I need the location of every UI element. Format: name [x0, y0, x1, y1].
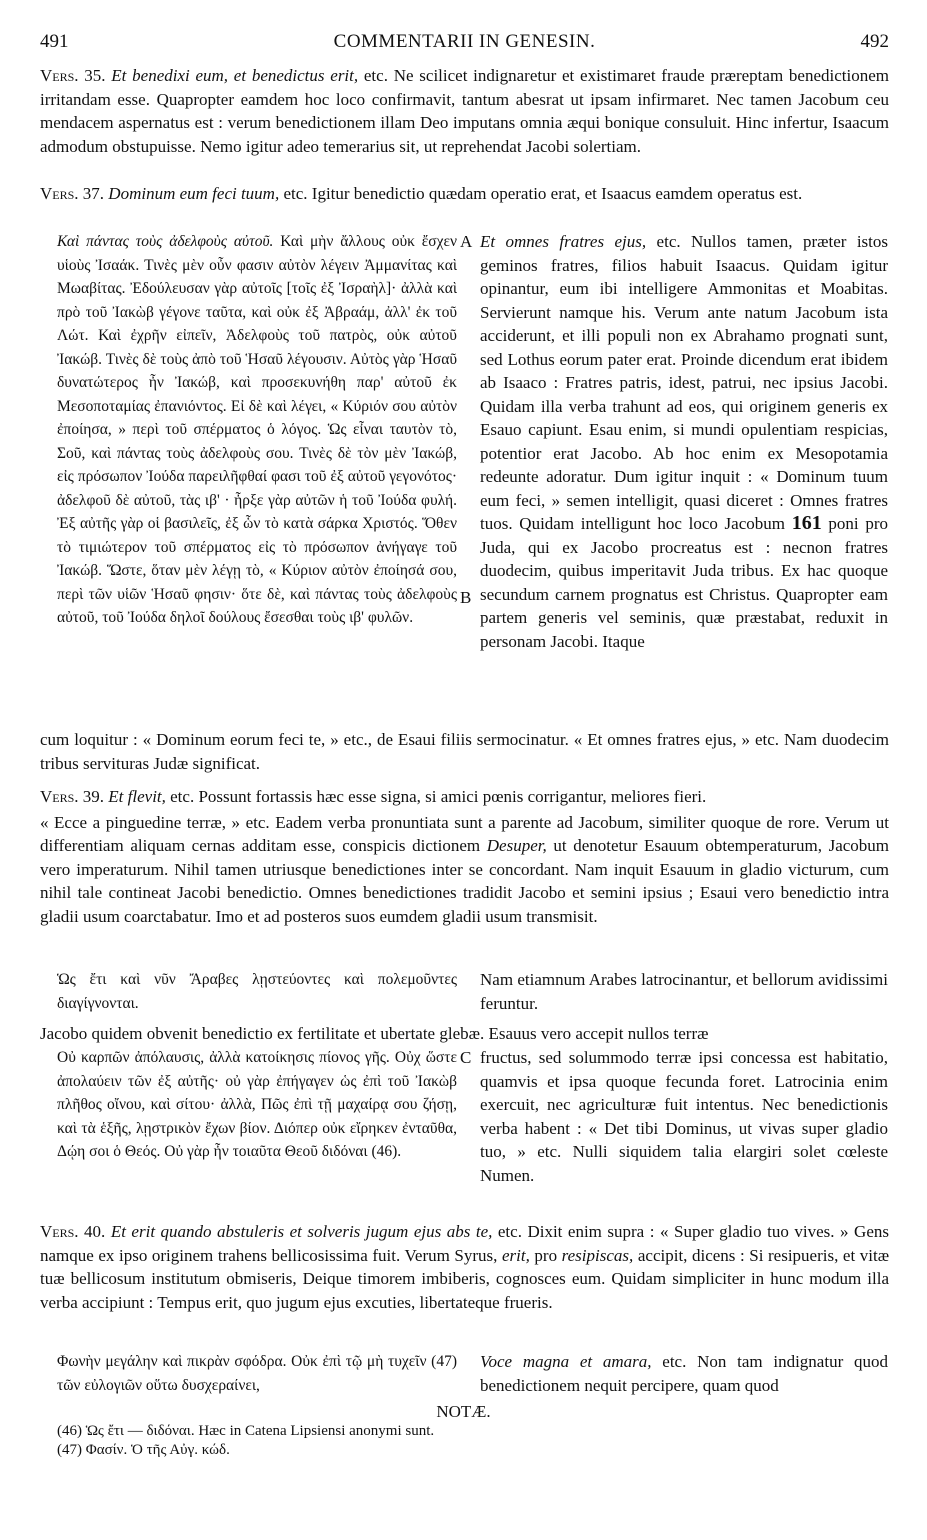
- full-width-text: cum loquitur : « Dominum eorum feci te, » etc., de Esaui filiis sermocinatur. « Et omnes fratres ejus, » etc. Nam duodecim tribus servituras Judæ significat.: [40, 730, 889, 773]
- vers-35-paragraph: [40, 64, 889, 158]
- full-width-text: Jacobo quidem obvenit benedictio ex fertilitate et ubertate glebæ. Esauus vero accepit nullos terræ: [40, 1024, 709, 1043]
- page-number-right: 492: [860, 31, 889, 52]
- latin-column-c: [480, 1046, 888, 1187]
- greek-column-a: [57, 230, 457, 630]
- latin-text: etc. Non tam indignatur quod benedictionem nequit percipere, quam quod: [480, 1352, 888, 1395]
- erit-word: erit,: [501, 1245, 530, 1265]
- running-title: COMMENTARII IN GENESIN.: [333, 31, 596, 52]
- latin-text-1: etc. Nullos tamen, præter istos geminos fratres, filios habuit Isaacus. Quidam igitur opinantur, eum ibi intelligere Ammonitas et Moabitas. Servierunt namque his. Verum ante natum Jacobum ista acciderunt, et illi populi non ex Abrahamo prognati sunt, sed Lothus eorum pater erat. Proinde dicendum erat ibidem ab Isaaco : Fratres patris, idest, patrui, nec ipsius Jacobi. Quidam illa verba trahunt ad eos, qui originem generis ex Esauo capiunt. Esau enim, si mundi opulentiam respicias, potentior erat Jacobo. Ab hoc enim ex Mesopotamia redeunte adoratur. Dum igitur inquit : « Dominum tuum eum feci, » semen intelligit, quasi diceret : Omnes fratres tuos. Quidam intelligunt hoc loco Jacobum: [480, 232, 888, 533]
- latin-text-2: poni pro Juda, qui ex Jacobo procreatus est : necnon fratres duodecim, quibus imperitavit Juda tribus. Ex hac quoque secundum carnem prognatus est Christus. Quapropter eam partem generis vel seminis, quæ præstabat, reduxit in personam Jacobi. Itaque: [480, 514, 888, 651]
- latin-text: Nam etiamnum Arabes latrocinantur, et bellorum avidissimi feruntur.: [480, 970, 888, 1013]
- verse-text-end: accipit, dicens : Si resipueris, et vitæ tuæ bellicosum institutum obmiseris, Deique timorem imbiberis, cognosces eum. Quidam simpliciter in hunc modum illa verba accipiunt : Tempus erit, quo jugum ejus excuties, libertateque frueris.: [40, 1245, 890, 1312]
- verse-label: Vers. 40.: [40, 1222, 106, 1241]
- vers-40-paragraph: [40, 1220, 889, 1314]
- page-number-left: 491: [40, 31, 69, 52]
- notes-title: NOTÆ.: [436, 1402, 491, 1421]
- verse-text: etc. Ne scilicet indignaretur et existimaret fraude præreptam benedictionem irritandam esse. Quapropter eamdem hoc loco confirmavit, tantum abesrat ut ipsam infirmaret. Nec tamen Jacobum ceu mendacem aspernatus est : verum benedictionem illam Deo imputans omnia æqui bonique consuluit. Hinc infertur, Isaacum admodum obstupuisse. Nemo igitur adeo temerarius sit, ut reprehendat Jacobi solertiam.: [40, 66, 889, 156]
- footnote-47: (47) Φασίν. Ὁ τῆς Αὐγ. κώδ.: [57, 1442, 230, 1458]
- running-header: [40, 30, 889, 56]
- greek-arabes: [57, 968, 457, 1015]
- footnote-46: (46) Ὡς ἔτι — διδόναι. Hæc in Catena Lipsiensi anonymi sunt.: [57, 1423, 435, 1439]
- greek-text: Καὶ μὴν ἄλλους οὐκ ἔσχεν υἱοὺς Ἰσαάκ. Τινὲς μὲν οὖν φασιν αὐτὸν λέγειν Ἀμμανίτας καὶ Μωαβίτας. Ἐδούλευσαν γὰρ αὐτοῖς [τοῖς ἐξ Ἰσραὴλ]· ἀλλὰ καὶ πρὸ τοῦ Ἰακὼβ γέγονε ταῦτα, καὶ οὐκ ἐξ Ἀβραάμ, ἀλλ' ἐκ τοῦ Λώτ. Καὶ ἐχρῆν εἰπεῖν, Ἀδελφοὺς τοῦ πατρὸς, οὐκ αὐτοῦ Ἰακώβ. Τινὲς δὲ τοὺς ἀπὸ τοῦ Ἡσαῦ λέγουσιν. Αὐτὸς γὰρ Ἡσαῦ δυνατώτερος ἦν Ἰακώβ, καὶ προσεκυνήθη παρ' αὐτοῦ ἐκ Μεσοποταμίας ἐπανιόντος. Εἰ δὲ καὶ λέγει, « Κύριόν σου αὐτὸν ἐποίησα, » περὶ τοῦ σπέρματος ὁ λόγος. Ὡς εἶναι ταυτὸν τὸ, Σοῦ, καὶ πάντας τοὺς ἀδελφοὺς σου. Τινὲς δὲ τὸν μὲν Ἰακώβ, εἰς πρόσωπον Ἰούδα παρειλῆφθαί φασι τοῦ ἐξ αὐτοῦ γεγονότος· ἀδελφοῦ δὲ αὐτοῦ, τὰς ιβ' · ἦρξε γὰρ αὐτῶν ἡ τοῦ Ἰούδα φυλή. Ἐξ αὐτῆς γὰρ οἱ βασιλεῖς, ἐξ ὧν τὸ κατὰ σάρκα Χριστός. Ὅθεν τὸ τιμιώτερον τοῦ σπέρματος εἰς τὸ πρόσωπον ἀνήγαγε τοῦ Ἰακώβ. Ὥστε, ὅταν μὲν λέγῃ τὸ, « Κύριον αὐτὸν ἐποίησά σου, περὶ τῶν υἱῶν Ἡσαῦ φησιν· ὅτε δὲ, καὶ πάντας τοὺς ἀδελφοὺς αὐτοῦ, τοῦ Ἰούδα δηλοῖ δούλους ἔσεσθαι τοὺς ιβ' φυλῶν.: [57, 233, 458, 626]
- verse-label: Vers. 35.: [40, 66, 106, 85]
- footnotes: [57, 1422, 434, 1460]
- verse-lemma: Dominum eum feci tuum,: [108, 184, 280, 203]
- column-marker-c: C: [460, 1048, 472, 1067]
- pro-word: pro: [534, 1245, 558, 1265]
- greek-text: Φωνὴν μεγάλην καὶ πικρὰν σφόδρα. Οὐκ ἐπὶ τῷ μὴ τυχεῖν (47) τῶν εὐλογιῶν οὕτω δυσχεραίνει,: [57, 1353, 457, 1394]
- verse-text: etc. Dixit enim supra : « Super gladio tuo vives. » Gens namque ex ipso originem trahens bellicosissima fuit. Verum Syrus,: [40, 1222, 889, 1265]
- verse-label: Vers. 39.: [40, 787, 105, 806]
- greek-vox: [57, 1350, 457, 1397]
- latin-lemma: Voce magna et amara,: [480, 1352, 652, 1371]
- desuper-word: Desuper,: [486, 836, 547, 855]
- verse-lemma: Et erit quando abstuleris et solveris jugum ejus abs te,: [110, 1222, 493, 1241]
- greek-text: Ὡς ἔτι καὶ νῦν Ἄραβες λῃστεύοντες καὶ πολεμοῦντες διαγίγνονται.: [57, 971, 457, 1012]
- vers-37-paragraph: [40, 182, 889, 206]
- latin-text: fructus, sed solummodo terræ ipsi concessa est habitatio, quamvis et ipsa quoque fecunda foret. Latrocinia enim exercuit, nec agriculturæ fuit intentus. Nec benedictionis verba habent : « Det tibi Dominus, ut vivas super gladio tuo, » etc. Nulli siquidem talia elargiri solet cœleste Numen.: [480, 1048, 888, 1185]
- column-marker-a: A: [460, 232, 473, 251]
- verse-lemma: Et benedixi eum, et benedictus erit,: [111, 66, 359, 85]
- jacobo-paragraph: [40, 1022, 889, 1046]
- verse-text-2: « Ecce a pinguedine terræ, » etc. Eadem verba pronuntiata sunt a parente ad Jacobum, similiter quoque de rore. Verum ut differentiam aliquam cernas additam esse, conspicis dictionem: [40, 812, 889, 855]
- latin-lemma: Et omnes fratres ejus,: [480, 232, 647, 251]
- greek-text: Οὐ καρπῶν ἀπόλαυσις, ἀλλὰ κατοίκησις πίονος γῆς. Οὐχ ὥστε ἀπολαύειν τῶν ἐξ αὐτῆς· οὐ γὰρ ἐπήγαγεν ὡς ἐπὶ τοῦ Ἰακὼβ πλῆθος οἴνου, καὶ σίτου· ἀλλὰ, Πῶς ἐπὶ τῇ μαχαίρᾳ σου ζήσῃ, καὶ τὰ ἑξῆς, λῃστρικὸν ἔχων βίον. Διόπερ οὐκ εἴρηκεν ἐνταῦθα, Δῴη σοι ὁ Θεός. Οὐ γὰρ ἦν τοιαῦτα Θεοῦ διδόναι (46).: [57, 1049, 457, 1160]
- page-marker: 161: [791, 512, 822, 534]
- column-marker-b: B: [460, 588, 472, 607]
- section-a-conclusion: [40, 728, 889, 775]
- vers-39-paragraph: [40, 785, 889, 928]
- latin-vox: [480, 1350, 888, 1397]
- verse-label: Vers. 37.: [40, 184, 105, 203]
- latin-arabes: [480, 968, 888, 1015]
- verse-text: etc. Igitur benedictio quædam operatio erat, et Isaacus eamdem operatus est.: [283, 184, 803, 203]
- verse-lemma: Et flevit,: [108, 787, 166, 806]
- latin-column-a: [480, 230, 888, 653]
- greek-lemma: Καὶ πάντας τοὺς ἀδελφοὺς αὐτοῦ.: [57, 233, 274, 250]
- resipiscas-word: resipiscas,: [561, 1245, 634, 1265]
- greek-column-c: [57, 1046, 457, 1164]
- verse-text: etc. Possunt fortassis hæc esse signa, si amici pœnis corrigantur, meliores fieri.: [170, 787, 707, 806]
- verse-text-3: ut denotetur Esauum obtemperaturum, Jacobum vero imperaturum. Nihil tamen utriusque benedictiones inter se concordant. Nam inquit Esauum in gladio victurum, cum nihil tale contineat Jacobi benedictio. Omnes benedictiones tradidit Jacobo et semini ipsius ; Esaui vero benedictio intra gladii usum coarctabatur. Imo et ad posteros suos eumdem gladii usum transmisit.: [40, 836, 890, 926]
